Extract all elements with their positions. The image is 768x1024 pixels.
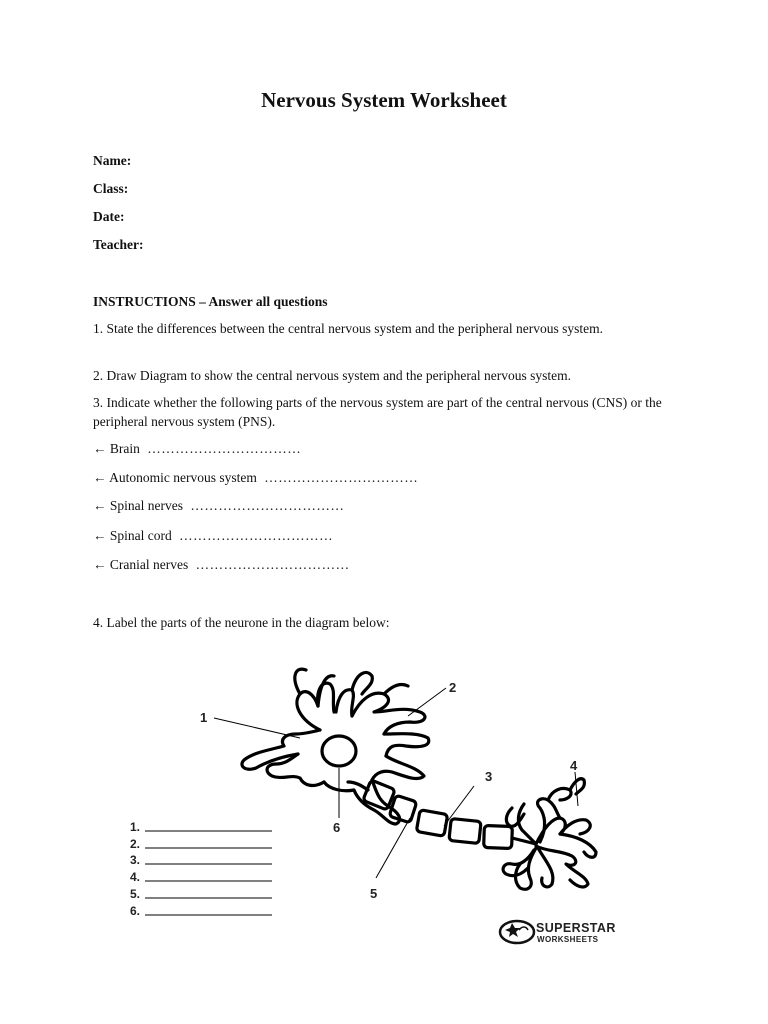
arrow-left-icon: ←	[93, 441, 107, 456]
arrow-left-icon: ←	[93, 470, 107, 485]
teacher-field-label: Teacher:	[93, 237, 144, 252]
answer-blank: ……………………………	[195, 557, 350, 572]
answer-label-5: 5.	[130, 887, 141, 901]
callout-number-3: 3	[485, 769, 493, 784]
question-1: 1. State the differences between the central nervous system and the peripheral nervous system.	[93, 321, 603, 336]
axon	[348, 780, 536, 849]
worksheet-title: Nervous System Worksheet	[261, 88, 507, 112]
part-label: Brain	[109, 441, 140, 456]
answer-label-3: 3.	[130, 853, 141, 867]
callout-number-6: 6	[333, 820, 341, 835]
axon-terminals	[503, 779, 596, 890]
date-field-label: Date:	[93, 209, 125, 224]
part-label: Spinal nerves	[109, 498, 183, 513]
name-field-label: Name:	[93, 153, 132, 168]
logo-text-line2: WORKSHEETS	[537, 935, 599, 944]
callout-number-4: 4	[570, 758, 578, 773]
callout-number-5: 5	[370, 886, 378, 901]
arrow-left-icon: ←	[93, 557, 107, 572]
superstar-logo	[500, 921, 616, 944]
callout-number-1: 1	[200, 710, 208, 725]
star-face-icon	[500, 921, 534, 943]
answer-blank: ……………………………	[264, 470, 419, 485]
part-label: Autonomic nervous system	[109, 470, 257, 485]
question-3: 3. Indicate whether the following parts of the nervous system are part of the central nervous (CNS) or the peripheral nervous system (PNS).	[93, 395, 662, 429]
part-item-brain	[93, 441, 301, 457]
logo-text-line1: SUPERSTAR	[536, 921, 616, 935]
part-item-spinal-cord	[93, 528, 333, 544]
callout-number-2: 2	[449, 680, 457, 695]
instructions-heading: INSTRUCTIONS – Answer all questions	[93, 294, 328, 309]
part-item-autonomic	[93, 470, 418, 486]
answer-label-2: 2.	[130, 837, 141, 851]
answer-blank: ……………………………	[179, 528, 334, 543]
answer-label-6: 6.	[130, 904, 141, 918]
part-item-cranial-nerves	[93, 557, 350, 573]
answer-blank: ……………………………	[190, 498, 345, 513]
part-item-spinal-nerves	[93, 498, 344, 514]
question-4: 4. Label the parts of the neurone in the diagram below:	[93, 615, 390, 630]
question-2: 2. Draw Diagram to show the central nervous system and the peripheral nervous system.	[93, 368, 571, 383]
answer-label-1: 1.	[130, 820, 141, 834]
part-label: Cranial nerves	[109, 557, 189, 572]
answer-blank: ……………………………	[147, 441, 302, 456]
class-field-label: Class:	[93, 181, 129, 196]
part-label: Spinal cord	[109, 528, 172, 543]
arrow-left-icon: ←	[93, 528, 107, 543]
arrow-left-icon: ←	[93, 498, 107, 513]
answer-label-4: 4.	[130, 870, 141, 884]
cell-body	[242, 669, 429, 824]
